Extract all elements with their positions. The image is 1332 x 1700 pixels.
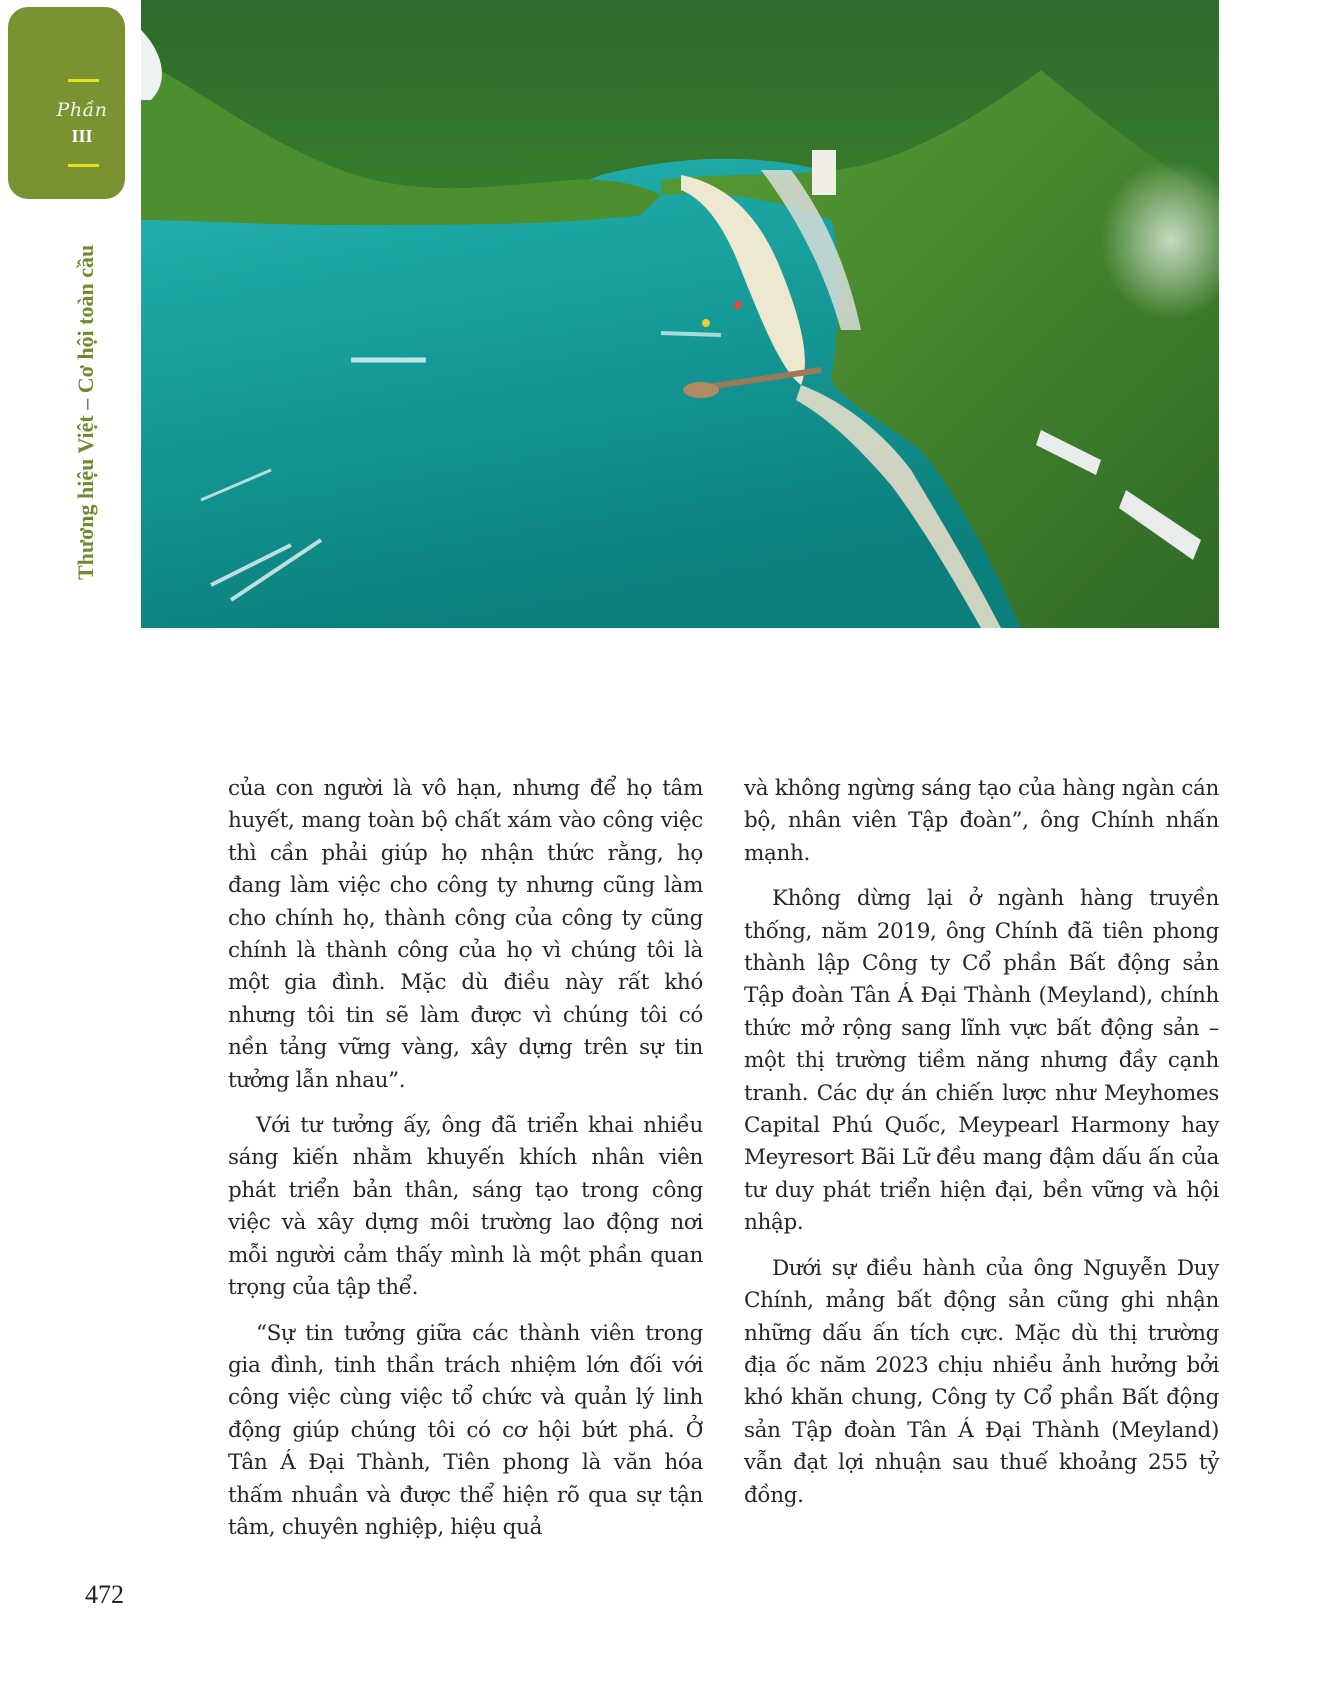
section-tab-word: Phần: [56, 99, 108, 121]
jetski-wake-2: [661, 333, 721, 335]
page-number: 472: [85, 1580, 124, 1609]
text-column-right: [744, 773, 1219, 1525]
paragraph: và không ngừng sáng tạo của hàng ngàn cán bộ, nhân viên Tập đoàn”, ông Chính nhấn mạnh.: [744, 776, 1219, 866]
paragraph: của con người là vô hạn, nhưng để họ tâm huyết, mang toàn bộ chất xám vào công việc thì cần phải giúp họ nhận thức rằng, họ đang làm việc cho công ty nhưng cũng làm cho chính họ, thành công của công ty cũng chính là thành công của họ vì chúng tôi là một gia đình. Mặc dù điều này rất khó nhưng tôi tin sẽ làm được vì chúng tôi có nền tảng vững vàng, xây dựng trên sự tin tưởng lẫn nhau”.: [228, 776, 703, 1093]
hotel-tower: [812, 150, 836, 195]
parasail-red: [734, 301, 742, 309]
aerial-resort-photo: [141, 0, 1219, 628]
pier-hut: [683, 382, 719, 398]
paragraph: “Sự tin tưởng giữa các thành viên trong gia đình, tinh thần trách nhiệm lớn đối với công việc cùng việc tổ chức và quản lý linh động giúp chúng tôi có cơ hội bứt phá. Ở Tân Á Đại Thành, Tiên phong là văn hóa thấm nhuần và được thể hiện rõ qua sự tận tâm, chuyên nghiệp, hiệu quả: [228, 1320, 703, 1540]
section-tab: [8, 7, 125, 199]
tab-accent-line-bottom: [68, 164, 99, 167]
parasail-yellow: [702, 319, 710, 327]
text-column-left: [228, 773, 703, 1557]
paragraph: Không dừng lại ở ngành hàng truyền thống, năm 2019, ông Chính đã tiên phong thành lập Công ty Cổ phần Bất động sản Tập đoàn Tân Á Đại Thành (Meyland), chính thức mở rộng sang lĩnh vực bất động sản – một thị trường tiềm năng nhưng đầy cạnh tranh. Các dự án chiến lược như Meyhomes Capital Phú Quốc, Meypearl Harmony hay Meyresort Bãi Lữ đều mang đậm dấu ấn của tư duy phát triển hiện đại, bền vững và hội nhập.: [744, 886, 1219, 1236]
paragraph: Dưới sự điều hành của ông Nguyễn Duy Chính, mảng bất động sản cũng ghi nhận những dấu ấn tích cực. Mặc dù thị trường địa ốc năm 2023 chịu nhiều ảnh hưởng bởi khó khăn chung, Công ty Cổ phần Bất động sản Tập đoàn Tân Á Đại Thành (Meyland) vẫn đạt lợi nhuận sau thuế khoảng 255 tỷ đồng.: [744, 1255, 1219, 1508]
section-tab-numeral: III: [71, 126, 93, 146]
running-title: Thương hiệu Việt – Cơ hội toàn cầu: [73, 244, 98, 580]
paragraph: Với tư tưởng ấy, ông đã triển khai nhiều sáng kiến nhằm khuyến khích nhân viên phát triển bản thân, sáng tạo trong công việc và xây dựng môi trường lao động nơi mỗi người cảm thấy mình là một phần quan trọng của tập thể.: [228, 1113, 703, 1301]
tab-accent-line-top: [68, 79, 99, 82]
